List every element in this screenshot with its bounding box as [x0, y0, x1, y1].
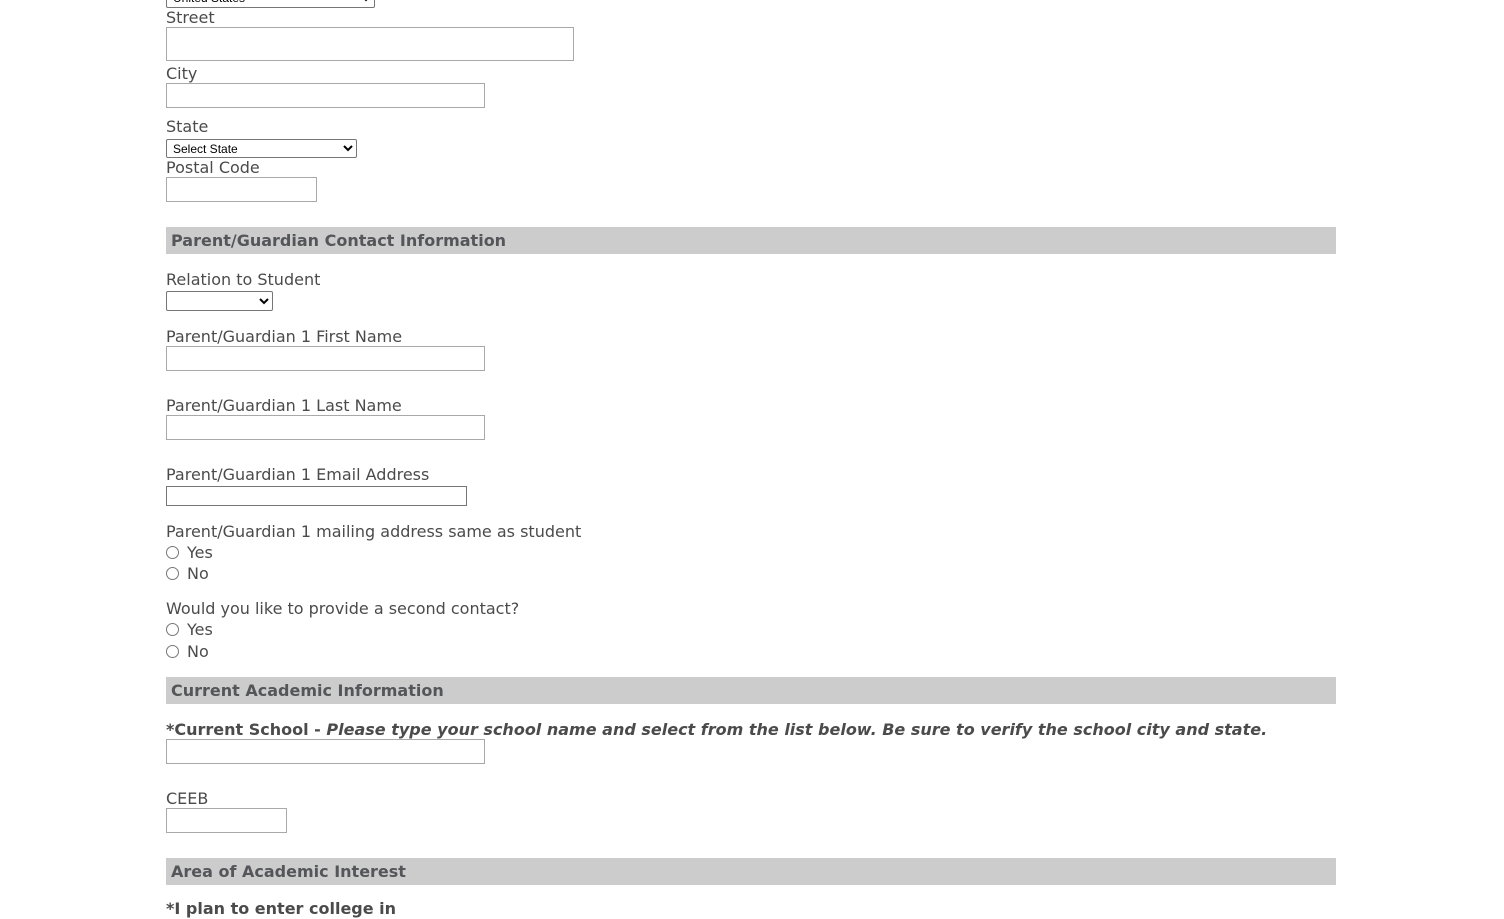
- city-label: City: [166, 64, 198, 83]
- relation-to-student-label: Relation to Student: [166, 270, 321, 289]
- same-address-no-label: No: [187, 564, 209, 583]
- street-input[interactable]: [166, 27, 574, 61]
- second-contact-yes-label: Yes: [187, 620, 213, 639]
- relation-to-student-select[interactable]: [166, 291, 273, 311]
- same-address-yes-radio[interactable]: [166, 546, 179, 559]
- ceeb-input[interactable]: [166, 808, 287, 833]
- parent1-first-name-label: Parent/Guardian 1 First Name: [166, 327, 403, 346]
- plan-to-enter-label: *I plan to enter college in: [166, 899, 397, 918]
- same-address-no-radio[interactable]: [166, 567, 179, 580]
- current-school-input[interactable]: [166, 739, 485, 764]
- section-header-current-academic: Current Academic Information: [166, 677, 1336, 704]
- parent1-email-label: Parent/Guardian 1 Email Address: [166, 465, 430, 484]
- same-address-yes-label: Yes: [187, 543, 213, 562]
- second-contact-no-radio[interactable]: [166, 645, 179, 658]
- current-school-label-required: *Current School -: [166, 720, 327, 739]
- section-header-parent-guardian: Parent/Guardian Contact Information: [166, 227, 1336, 254]
- street-label: Street: [166, 8, 215, 27]
- second-contact-no-label: No: [187, 642, 209, 661]
- parent1-last-name-input[interactable]: [166, 415, 485, 440]
- postal-code-input[interactable]: [166, 177, 317, 202]
- city-input[interactable]: [166, 83, 485, 108]
- section-header-academic-interest: Area of Academic Interest: [166, 858, 1336, 885]
- second-contact-yes-radio[interactable]: [166, 623, 179, 636]
- parent1-email-input[interactable]: [166, 486, 467, 506]
- second-contact-label: Would you like to provide a second contact?: [166, 599, 520, 618]
- country-select[interactable]: [166, 0, 375, 8]
- postal-code-label: Postal Code: [166, 158, 260, 177]
- state-label: State: [166, 117, 209, 136]
- ceeb-label: CEEB: [166, 789, 209, 808]
- current-school-label: [166, 720, 1267, 740]
- same-address-label: Parent/Guardian 1 mailing address same as student: [166, 522, 582, 541]
- parent1-first-name-input[interactable]: [166, 346, 485, 371]
- current-school-instructions: Please type your school name and select from the list below. Be sure to verify the school city and state.: [326, 720, 1268, 739]
- parent1-last-name-label: Parent/Guardian 1 Last Name: [166, 396, 402, 415]
- state-select[interactable]: [166, 139, 357, 158]
